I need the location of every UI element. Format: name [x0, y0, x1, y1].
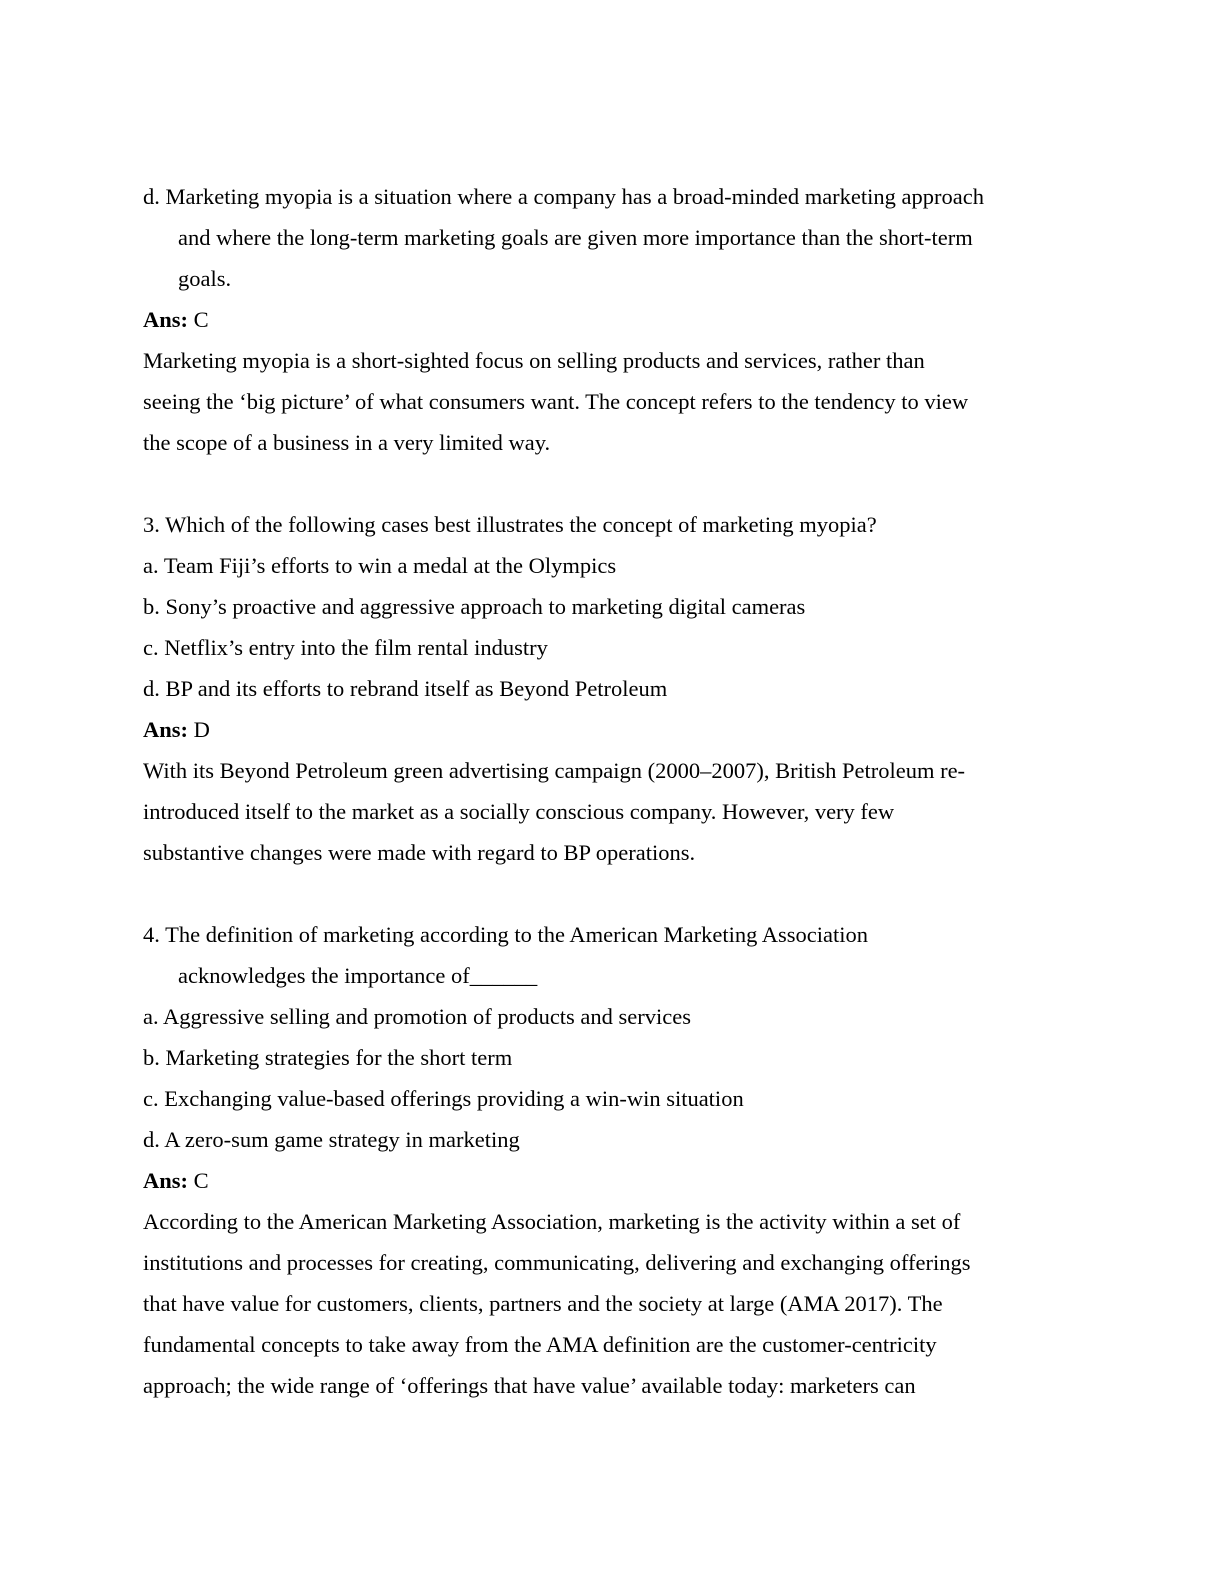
- q2-option-d-line-2: and where the long-term marketing goals are given more importance than the short-term: [178, 225, 973, 250]
- q2-option-d-line-1: d. Marketing myopia is a situation where a company has a broad-minded marketing approach: [143, 184, 984, 209]
- q2-explanation-line-3: the scope of a business in a very limited way.: [143, 430, 551, 455]
- q2-option-d-line-3: goals.: [178, 266, 232, 291]
- spacer: [143, 463, 1043, 504]
- q4-option-c: c. Exchanging value-based offerings providing a win-win situation: [143, 1086, 744, 1111]
- spacer: [143, 873, 1043, 914]
- q2-answer: [143, 299, 1043, 340]
- q4-explanation-line-3: that have value for customers, clients, partners and the society at large (AMA 2017). The: [143, 1291, 943, 1316]
- q4-explanation-line-1: According to the American Marketing Association, marketing is the activity within a set of: [143, 1209, 961, 1234]
- q4-answer-value: C: [188, 1168, 209, 1193]
- q3-explanation-line-1: With its Beyond Petroleum green advertising campaign (2000–2007), British Petroleum re-: [143, 758, 966, 783]
- q4-explanation-line-5: approach; the wide range of ‘offerings that have value’ available today: marketers can: [143, 1373, 916, 1398]
- q4-explanation: [143, 1201, 1043, 1406]
- q2-explanation-line-1: Marketing myopia is a short-sighted focus on selling products and services, rather than: [143, 348, 925, 373]
- q4-answer: [143, 1160, 1043, 1201]
- q3-option-b: b. Sony’s proactive and aggressive approach to marketing digital cameras: [143, 594, 806, 619]
- q3-question: 3. Which of the following cases best illustrates the concept of marketing myopia?: [143, 512, 877, 537]
- q4-answer-label: Ans:: [143, 1168, 189, 1193]
- q2-answer-value: C: [188, 307, 209, 332]
- q4-option-a: a. Aggressive selling and promotion of products and services: [143, 1004, 692, 1029]
- q4-explanation-line-4: fundamental concepts to take away from the AMA definition are the customer-centricity: [143, 1332, 937, 1357]
- q4-question: [143, 914, 1043, 996]
- q2-explanation: [143, 340, 1043, 463]
- q4-question-line-2: acknowledges the importance of______: [178, 963, 538, 988]
- q3-option-d: d. BP and its efforts to rebrand itself as Beyond Petroleum: [143, 676, 668, 701]
- q4-option-d: d. A zero-sum game strategy in marketing: [143, 1127, 520, 1152]
- q3-option-a: a. Team Fiji’s efforts to win a medal at the Olympics: [143, 553, 617, 578]
- q3-answer-label: Ans:: [143, 717, 189, 742]
- q3-explanation: [143, 750, 1043, 873]
- q4-option-b: b. Marketing strategies for the short term: [143, 1045, 513, 1070]
- q4-explanation-line-2: institutions and processes for creating, communicating, delivering and exchanging offerings: [143, 1250, 971, 1275]
- q3-explanation-line-3: substantive changes were made with regard to BP operations.: [143, 840, 696, 865]
- q2-option-d: [143, 176, 1043, 299]
- q3-explanation-line-2: introduced itself to the market as a socially conscious company. However, very few: [143, 799, 895, 824]
- q3-answer: [143, 709, 1043, 750]
- q3-options: [143, 545, 1043, 709]
- q4-options: [143, 996, 1043, 1160]
- q4-question-line-1: 4. The definition of marketing according to the American Marketing Association: [143, 922, 869, 947]
- q2-answer-label: Ans:: [143, 307, 189, 332]
- q2-explanation-line-2: seeing the ‘big picture’ of what consumers want. The concept refers to the tendency to view: [143, 389, 969, 414]
- q3-answer-value: D: [188, 717, 210, 742]
- document-page: [143, 176, 1043, 1406]
- q3-option-c: c. Netflix’s entry into the film rental industry: [143, 635, 548, 660]
